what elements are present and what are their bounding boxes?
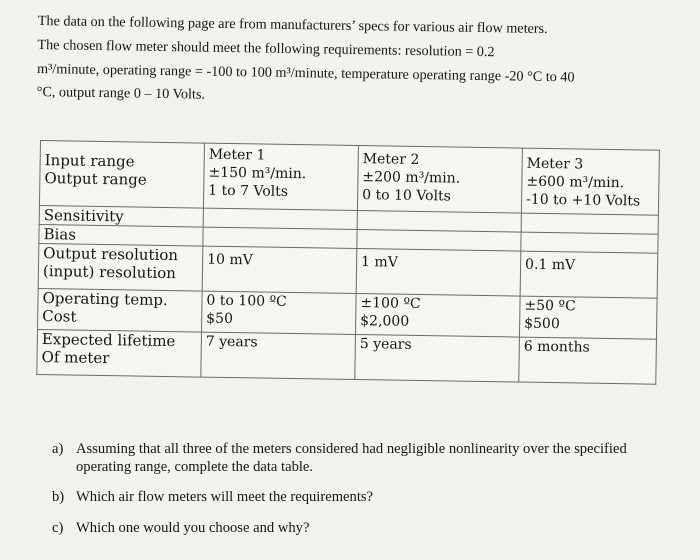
row-label-cell: [38, 243, 203, 291]
question-item: [52, 440, 672, 476]
meter-3-resolution: 0.1 mV: [520, 251, 658, 298]
statement-line-3: m³/minute, operating range = -100 to 100 m³/minute, temperature operating range -20 °C to 40: [36, 60, 575, 86]
problem-statement: [37, 10, 678, 114]
meter-2-output-range: 0 to 10 Volts: [362, 187, 451, 205]
empty-cell: [203, 208, 357, 229]
meter-1-cost: $50: [206, 310, 234, 328]
row-label-cell: [37, 329, 202, 377]
question-text: Which one would you choose and why?: [76, 519, 310, 536]
row-label: Operating temp.: [42, 289, 168, 310]
empty-cell: [521, 213, 658, 234]
meter-2-cell: [357, 146, 522, 214]
meter-2-header: Meter 2: [362, 151, 420, 168]
question-list: [52, 440, 672, 549]
row-label: Expected lifetime: [41, 330, 176, 351]
meter-3-header: Meter 3: [526, 155, 584, 173]
question-text: Assuming that all three of the meters considered had negligible nonlinearity over the specified operating range, complete the data table.: [76, 441, 627, 476]
flow-meter-table: [36, 140, 660, 385]
meter-1-operating-temp: 0 to 100 ºC: [206, 292, 287, 310]
meter-3-input-range: ±600 m³/min.: [526, 173, 625, 192]
meter-1-cell: [203, 143, 358, 210]
meter-2-resolution: 1 mV: [356, 248, 521, 296]
meter-2-input-range: ±200 m³/min.: [362, 169, 461, 187]
empty-cell: [521, 232, 658, 253]
row-label: Input range: [44, 151, 135, 171]
meter-1-cell: [202, 291, 357, 334]
meter-3-cost: $500: [524, 315, 560, 333]
question-item: [52, 488, 672, 506]
row-label-cell: [39, 141, 204, 209]
question-text: Which air flow meters will meet the requirements?: [76, 489, 374, 506]
row-label: (input) resolution: [42, 262, 177, 283]
statement-line-2: The chosen flow meter should meet the following requirements: resolution = 0.2: [37, 36, 495, 61]
empty-cell: [203, 227, 357, 248]
meter-2-cell: [355, 293, 520, 337]
meter-1-header: Meter 1: [208, 146, 266, 164]
meter-3-cell: [521, 148, 659, 215]
table-row: [37, 329, 657, 384]
empty-cell: [357, 210, 521, 232]
question-item: [52, 519, 672, 537]
row-label-cell: [38, 288, 203, 332]
statement-line-4: °C, output range 0 – 10 Volts.: [36, 83, 206, 103]
row-label: Output range: [44, 169, 147, 189]
question-label: c): [52, 519, 64, 536]
meter-2-operating-temp: ±100 ºC: [360, 295, 421, 312]
table-row: [39, 141, 659, 216]
meter-3-cell: [519, 296, 657, 339]
meter-2-cost: $2,000: [360, 313, 410, 330]
meter-3-operating-temp: ±50 ºC: [524, 297, 576, 315]
meter-1-output-range: 1 to 7 Volts: [208, 182, 289, 200]
row-label: Of meter: [41, 348, 110, 368]
row-label: Cost: [42, 307, 77, 326]
meter-1-input-range: ±150 m³/min.: [208, 164, 307, 183]
meter-3-lifetime: 6 months: [519, 337, 657, 384]
empty-cell: [357, 229, 521, 251]
row-label: Output resolution: [43, 244, 179, 265]
row-label: Sensitivity: [39, 205, 203, 227]
row-label: Bias: [39, 224, 203, 246]
meter-1-lifetime: 7 years: [201, 332, 356, 379]
statement-line-1: The data on the following page are from manufacturers’ specs for various air flow meters.: [37, 12, 548, 38]
question-label: b): [52, 489, 65, 506]
meter-2-lifetime: 5 years: [355, 334, 520, 382]
meter-3-output-range: -10 to +10 Volts: [525, 191, 641, 210]
meter-1-resolution: 10 mV: [202, 246, 357, 293]
question-label: a): [52, 441, 64, 457]
